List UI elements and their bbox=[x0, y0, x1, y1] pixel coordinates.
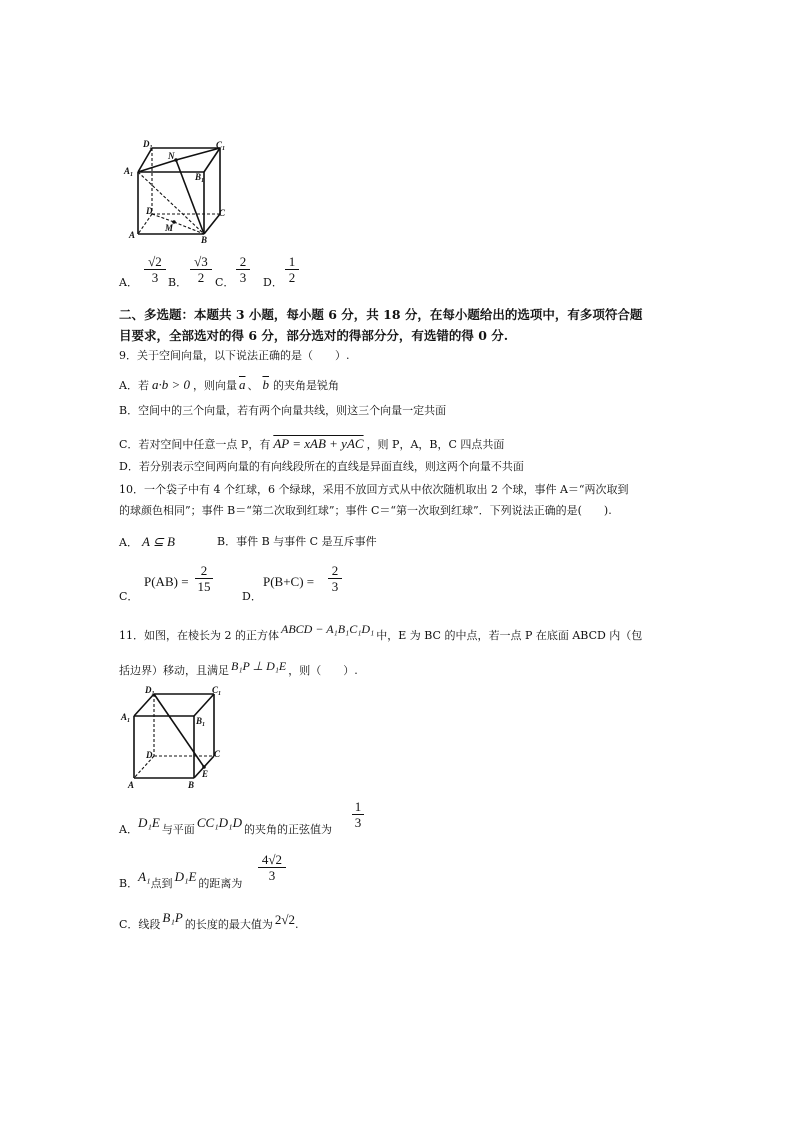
q11-stem-line2: 括边界）移动，且满足 B₁P ⊥ D₁E ，则（ ）. bbox=[119, 659, 358, 677]
fig1-label-D1: $D_1$ bbox=[143, 139, 153, 151]
q9-option-c: C．若对空间中任意一点 P，有 AP = xAB + yAC ，则 P，A，B，C 四点共面 bbox=[119, 436, 505, 451]
prev-option-d-fraction: 1 2 bbox=[285, 255, 299, 284]
prev-option-a-label: A． bbox=[119, 276, 138, 289]
q10-stem-line1: 10．一个袋子中有 4 个红球，6 个绿球，采用不放回方式从中依次随机取出 2 个球，事件 A＝“两次取到 bbox=[119, 483, 629, 496]
q9-stem: 9．关于空间向量，以下说法正确的是（ ）. bbox=[119, 349, 350, 362]
fig2-label-A: A bbox=[128, 780, 135, 790]
fig2-label-A1: $A_1$ bbox=[121, 712, 131, 724]
cube-figure-1 bbox=[118, 134, 238, 246]
fig2-label-D1: $D_1$ bbox=[145, 685, 155, 697]
fig1-label-M: M bbox=[165, 223, 174, 233]
prev-option-c-fraction: 2 3 bbox=[236, 255, 250, 284]
prev-option-c-label: C． bbox=[215, 276, 235, 289]
fig2-label-C: C bbox=[214, 749, 221, 759]
q10-option-c-lhs: P(AB) = bbox=[144, 574, 189, 589]
q11-option-a-fraction: 1 3 bbox=[352, 800, 364, 829]
fig1-label-C1: $C_1$ bbox=[216, 140, 226, 152]
q11-option-a: A．D₁E 与平面 CC₁D₁D 的夹角的正弦值为 bbox=[119, 815, 332, 836]
q9-option-a: A．若 a·b > 0 ，则向量 $\overline{a}$ 、 $\overline{b}$ 的夹角是锐角 bbox=[119, 377, 339, 392]
fig2-label-C1: $C_1$ bbox=[212, 685, 222, 697]
section2-heading-line1: 二、多选题：本题共 3 小题，每小题 6 分，共 18 分，在每小题给出的选项中，有多项符合题 bbox=[119, 307, 643, 322]
prev-option-b-label: B． bbox=[168, 276, 188, 289]
q9-option-c-math: AP = xAB + yAC bbox=[273, 436, 364, 451]
q9-option-a-math: a·b > 0 bbox=[151, 377, 190, 392]
q9-option-d: D．若分别表示空间两向量的有向线段所在的直线是异面直线，则这两个向量不共面 bbox=[119, 460, 524, 473]
q11-option-b-fraction: 4√2 3 bbox=[258, 853, 286, 882]
fig1-label-D: D bbox=[146, 206, 153, 216]
fig2-label-B: B bbox=[188, 780, 195, 790]
fig1-label-C: C bbox=[219, 208, 226, 218]
prev-option-a-fraction: √2 3 bbox=[144, 255, 166, 284]
fig1-label-N: N bbox=[168, 151, 175, 161]
section2-heading-line2: 目要求，全部选对的得 6 分，部分选对的得部分分，有选错的得 0 分. bbox=[119, 328, 509, 343]
prev-option-d-label: D． bbox=[263, 276, 283, 289]
fig1-label-A1: $A_1$ bbox=[124, 166, 134, 178]
q10-option-c-fraction: 2 15 bbox=[195, 564, 213, 593]
q11-option-b: B．A₁点到 D₁E 的距离为 bbox=[119, 869, 243, 890]
q10-option-d-label: D． bbox=[242, 590, 262, 603]
fig2-label-B1: $B_1$ bbox=[196, 716, 206, 728]
fig1-label-A: A bbox=[129, 230, 136, 240]
q10-option-a: A． A ⊆ B bbox=[119, 534, 175, 549]
q10-stem-line2: 的球颜色相同”；事件 B＝“第二次取到红球”；事件 C＝“第一次取到红球”．下列说法正确的是( ). bbox=[119, 504, 612, 517]
q10-option-c-label: C． bbox=[119, 590, 139, 603]
q11-option-c: C．线段 B₁P 的长度的最大值为 2√2. bbox=[119, 910, 299, 931]
q10-option-d-lhs: P(B+C) = bbox=[263, 574, 315, 589]
q10-option-b: B．事件 B 与事件 C 是互斥事件 bbox=[217, 535, 377, 548]
q10-option-d-fraction: 2 3 bbox=[328, 564, 342, 593]
prev-option-b-fraction: √3 2 bbox=[190, 255, 212, 284]
cube-figure-2 bbox=[118, 684, 228, 790]
fig2-label-E: E bbox=[202, 769, 209, 779]
fig1-label-B1: $B_1$ bbox=[195, 172, 205, 184]
fig2-label-D: D bbox=[146, 750, 153, 760]
fig1-label-B: B bbox=[201, 235, 208, 245]
q9-option-b: B．空间中的三个向量，若有两个向量共线，则这三个向量一定共面 bbox=[119, 404, 447, 417]
q11-stem-line1: 11．如图，在棱长为 2 的正方体 ABCD − A₁B₁C₁D₁ 中，E 为 BC 的中点，若一点 P 在底面 ABCD 内（包 bbox=[119, 622, 643, 642]
